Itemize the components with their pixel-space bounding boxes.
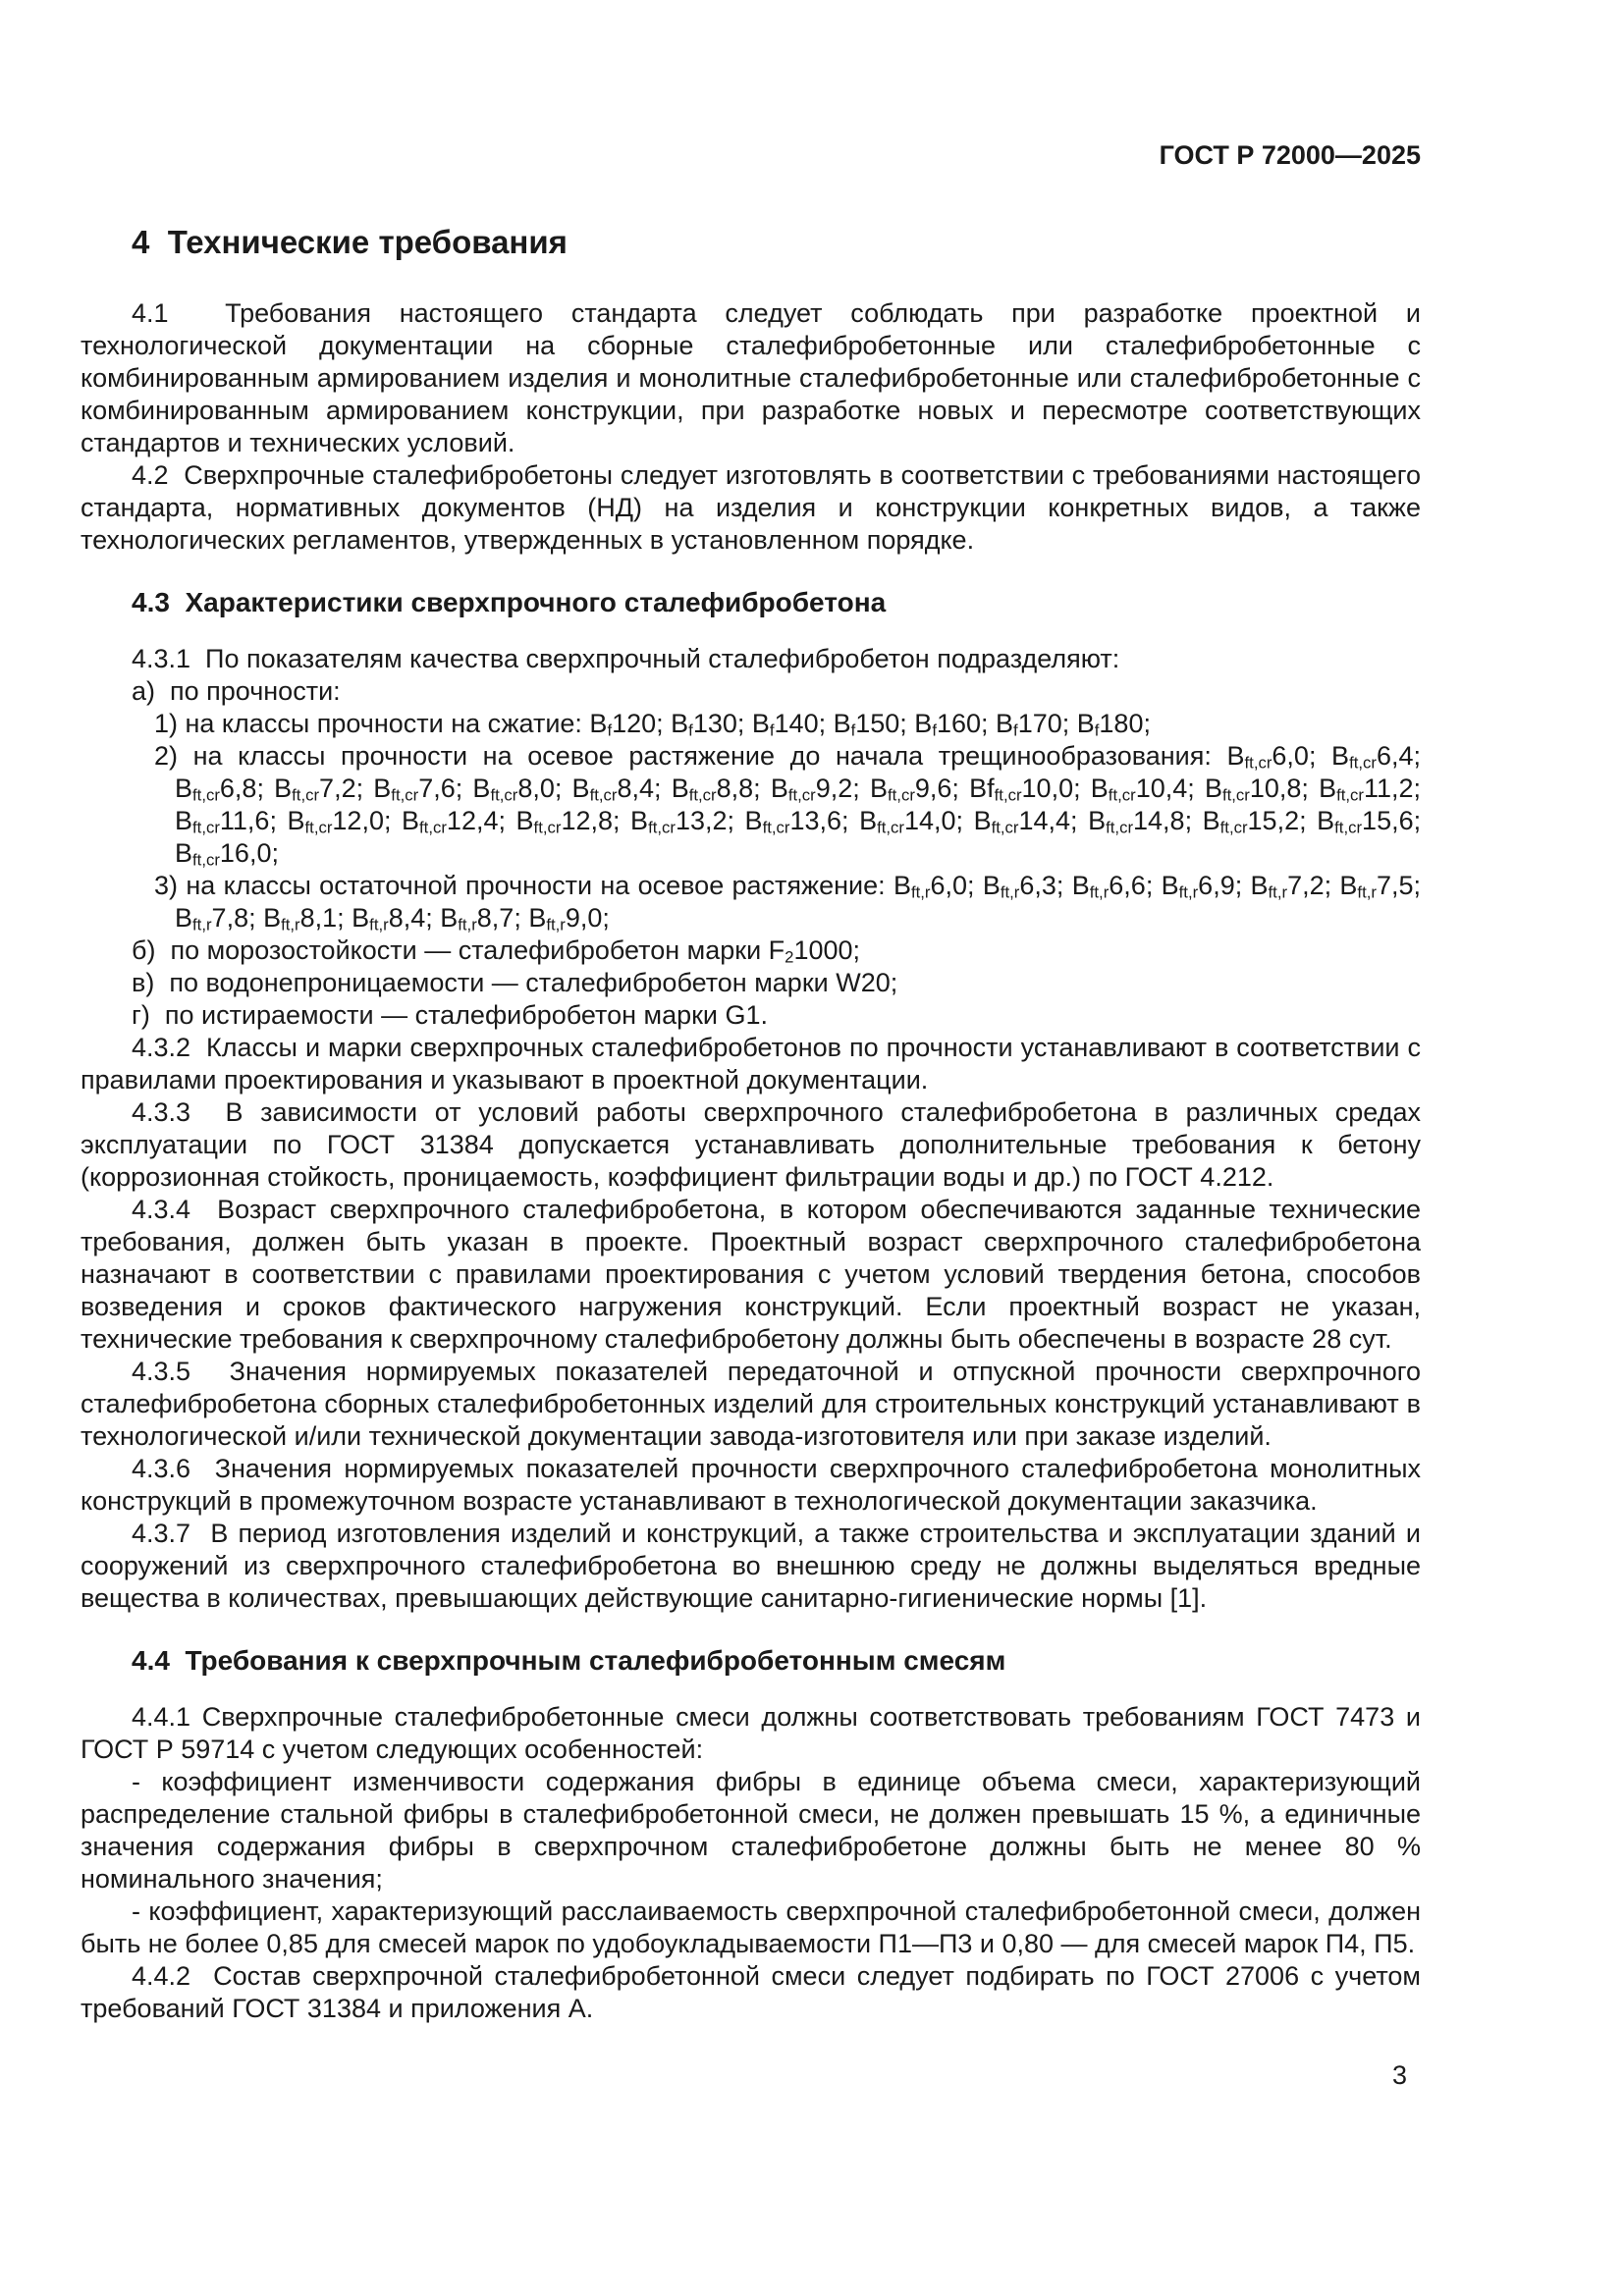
para-4-3-6: 4.3.6 Значения нормируемых показателей прочности сверхпрочного сталефибробетона монолитных конструкций в промежуточном возрасте устанавливают в технологической документации заказчика. xyxy=(81,1454,1421,1516)
para-4-3-3: 4.3.3 В зависимости от условий работы сверхпрочного сталефибробетона в различных средах эксплуатации по ГОСТ 31384 допускается устанавливать дополнительные требования к бетону (коррозионная стойкость, проницаемость, коэффициент фильтрации воды и др.) по ГОСТ 4.212. xyxy=(81,1097,1421,1192)
dash-item-1: - коэффициент изменчивости содержания фибры в единице объема смеси, характеризующий распределение стальной фибры в сталефибробетонной смеси, не должен превышать 15 %, а единичные значения содержания фибры в сверхпрочном сталефибробетоне должны быть не менее 80 % номинального значения; xyxy=(81,1767,1421,1894)
para-4-3-1: 4.3.1 По показателям качества сверхпрочный сталефибробетон подразделяют: xyxy=(132,644,1120,673)
list-item-1: 1) на классы прочности на сжатие: $B_f120$; $B_f130$; $B_f140$; $B_f150$; $B_f160$; $B_f170$; $B_f180$; xyxy=(154,709,1151,740)
para-4-3-7: 4.3.7 В период изготовления изделий и конструкций, а также строительства и эксплуатации зданий и сооружений из сверхпрочного сталефибробетона во внешнюю среду не должны выделяться вредные вещества в количествах, превышающих действующие санитарно-гигиенические нормы [1]. xyxy=(81,1519,1421,1613)
list-item-a: а) по прочности: xyxy=(132,676,341,706)
para-4-3-4: 4.3.4 Возраст сверхпрочного сталефибробетона, в котором обеспечиваются заданные технические требования, должен быть указан в проекте. Проектный возраст сверхпрочного сталефибробетона назначают в соответствии с правилами проектирования с учетом условий твердения бетона, способов возведения и сроков фактического нагружения конструкций. Если проектный возраст не указан, технические требования к сверхпрочному сталефибробетону должны быть обеспечены в возрасте 28 сут. xyxy=(81,1195,1421,1354)
list-item-v: в) по водонепроницаемости — сталефибробетон марки W20; xyxy=(132,968,898,997)
page-number: 3 xyxy=(1391,2060,1407,2090)
chapter-4-heading: 4 Технические требования xyxy=(132,224,568,260)
section-4-4-heading: 4.4 Требования к сверхпрочным сталефибробетонным смесям xyxy=(132,1645,1006,1676)
section-4-3-heading: 4.3 Характеристики сверхпрочного сталефибробетона xyxy=(132,587,887,617)
list-item-b: б) по морозостойкости — сталефибробетон марки $F_21000$; xyxy=(132,935,861,967)
para-4-3-5: 4.3.5 Значения нормируемых показателей передаточной и отпускной прочности сверхпрочного сталефибробетона сборных сталефибробетонных изделий для строительных конструкций устанавливают в технологической и/или технической документации завода-изготовителя или при заказе изделий. xyxy=(81,1357,1421,1451)
para-4-4-1: 4.4.1 Сверхпрочные сталефибробетонные смеси должны соответствовать требованиям ГОСТ 7473 и ГОСТ Р 59714 с учетом следующих особенностей: xyxy=(81,1702,1421,1764)
list-item-2: 2) на классы прочности на осевое растяжение до начала трещинообразования: $B_{ft,cr}6,0$; $B_{ft,cr}6,4$; $B_{ft,cr}6,8$; $B_{ft,cr}7,2$; $B_{ft,cr}7,6$; $B_{ft,cr}8,0$; $B_{ft,cr}8,4$; $B_{ft,cr}8,8$; $B_{ft,cr}9,2$; $B_{ft,cr}9,6$; $Bf_{ft,cr}10,0$; $B_{ft,cr}10,4$; $B_{ft,cr}10,8$; $B_{ft,cr}11,2$; $B_{ft,cr}11,6$; $B_{ft,cr}12,0$; $B_{ft,cr}12,4$; $B_{ft,cr}12,8$; $B_{ft,cr}13,2$; $B_{ft,cr}13,6$; $B_{ft,cr}14,0$; $B_{ft,cr}14,4$; $B_{ft,cr}14,8$; $B_{ft,cr}15,2$; $B_{ft,cr}15,6$; $B_{ft,cr}16,0$; xyxy=(154,741,1422,870)
page-content xyxy=(81,139,1421,2025)
para-4-4-2: 4.4.2 Состав сверхпрочной сталефибробетонной смеси следует подбирать по ГОСТ 27006 с учетом требований ГОСТ 31384 и приложения А. xyxy=(81,1961,1421,2023)
dash-item-2: - коэффициент, характеризующий расслаиваемость сверхпрочной сталефибробетонной смеси, должен быть не более 0,85 для смесей марок по удобоукладываемости П1—П3 и 0,80 — для смесей марок П4, П5. xyxy=(81,1896,1421,1958)
list-item-g: г) по истираемости — сталефибробетон марки G1. xyxy=(132,1000,769,1030)
document-code: ГОСТ Р 72000—2025 xyxy=(1159,140,1421,170)
para-4-3-2: 4.3.2 Классы и марки сверхпрочных сталефибробетонов по прочности устанавливают в соответствии с правилами проектирования и указывают в проектной документации. xyxy=(81,1033,1421,1095)
para-4-2: 4.2 Сверхпрочные сталефибробетоны следует изготовлять в соответствии с требованиями настоящего стандарта, нормативных документов (НД) на изделия и конструкции конкретных видов, а также технологических регламентов, утвержденных в установленном порядке. xyxy=(81,460,1421,555)
para-4-1: 4.1 Требования настоящего стандарта следует соблюдать при разработке проектной и технологической документации на сборные сталефибробетонные или сталефибробетонные с комбинированным армированием изделия и монолитные сталефибробетонные или сталефибробетонные с комбинированным армированием конструкции, при разработке новых и пересмотре соответствующих стандартов и технических условий. xyxy=(81,298,1421,457)
list-item-3: 3) на классы остаточной прочности на осевое растяжение: $B_{ft,r}6,0$; $B_{ft,r}6,3$; $B_{ft,r}6,6$; $B_{ft,r}6,9$; $B_{ft,r}7,2$; $B_{ft,r}7,5$; $B_{ft,r}7,8$; $B_{ft,r}8,1$; $B_{ft,r}8,4$; $B_{ft,r}8,7$; $B_{ft,r}9,0$; xyxy=(154,871,1421,934)
